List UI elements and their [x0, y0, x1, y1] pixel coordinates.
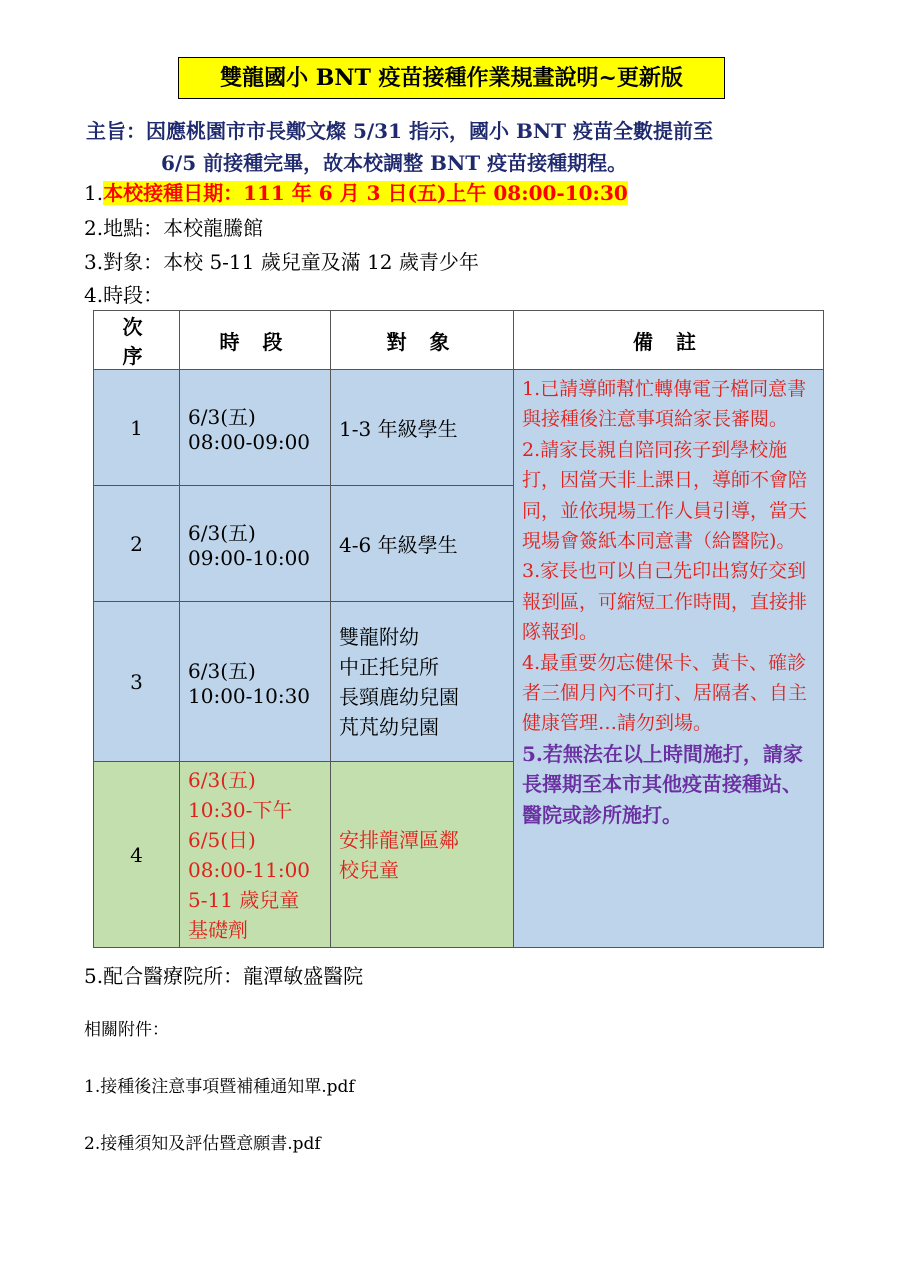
- target-line: 校兒童: [339, 857, 399, 882]
- attachment-link[interactable]: 1.接種後注意事項暨補種通知單.pdf: [84, 1077, 355, 1097]
- row-target: [331, 602, 514, 762]
- row-time: [180, 602, 331, 762]
- item-hospital: 5.配合醫療院所：龍潭敏盛醫院: [84, 964, 364, 988]
- attachment-link[interactable]: 2.接種須知及評估暨意願書.pdf: [84, 1134, 321, 1154]
- row-time: [180, 370, 331, 486]
- row-seq: 4: [94, 762, 180, 948]
- target-line: 雙龍附幼: [339, 624, 419, 649]
- row-target: [331, 762, 514, 948]
- time-line: 6/5(日): [188, 827, 256, 852]
- target-line: 芃芃幼兒園: [339, 714, 439, 739]
- subject: [86, 115, 846, 179]
- item-date-text: 本校接種日期：111 年 6 月 3 日(五)上午 08:00-10:30: [103, 181, 628, 205]
- item-date-prefix: 1.: [84, 181, 104, 205]
- row-time: [180, 486, 331, 602]
- note-item: 3.家長也可以自己先印出寫好交到報到區，可縮短工作時間，直接排隊報到。: [522, 560, 808, 644]
- row-seq: 1: [94, 370, 180, 486]
- time-line: 6/3(五): [188, 405, 256, 429]
- note-item: 4.最重要勿忘健保卡、黃卡、確診者三個月內不可打、居隔者、自主健康管理…請勿到場。: [522, 651, 808, 735]
- item-date: [84, 179, 628, 207]
- subject-line-1: 主旨：因應桃園市市長鄭文燦 5/31 指示，國小 BNT 疫苗全數提前至: [86, 119, 713, 143]
- time-line: 5-11 歲兒童: [188, 887, 300, 912]
- page-title: 雙龍國小 BNT 疫苗接種作業規畫說明~更新版: [178, 57, 725, 99]
- schedule-table: [93, 310, 824, 948]
- item-location: 2.地點：本校龍騰館: [84, 216, 264, 240]
- item-period: 4.時段：: [84, 283, 164, 307]
- target-line: 4-6 年級學生: [339, 533, 458, 557]
- note-item: 2.請家長親自陪同孩子到學校施打，因當天非上課日，導師不會陪同，並依現場工作人員引導，當天現場會簽紙本同意書（給醫院)。: [522, 438, 808, 553]
- target-line: 安排龍潭區鄰: [339, 827, 459, 852]
- item-target: 3.對象：本校 5-11 歲兒童及滿 12 歲青少年: [84, 250, 479, 274]
- header-time: 時 段: [180, 311, 331, 370]
- target-line: 1-3 年級學生: [339, 417, 458, 441]
- subject-line-2: 6/5 前接種完畢，故本校調整 BNT 疫苗接種期程。: [161, 151, 628, 175]
- header-target: 對 象: [331, 311, 514, 370]
- time-line: 10:00-10:30: [188, 684, 311, 708]
- time-line: 09:00-10:00: [188, 546, 311, 570]
- notes-cell: [514, 370, 824, 948]
- header-seq: 次 序: [94, 311, 180, 370]
- note-item-5: 5.若無法在以上時間施打，請家長擇期至本市其他疫苗接種站、醫院或診所施打。: [522, 741, 803, 827]
- time-line: 基礎劑: [188, 917, 248, 942]
- time-line: 10:30-下午: [188, 797, 293, 822]
- header-notes: 備 註: [514, 311, 824, 370]
- target-line: 中正托兒所: [339, 654, 439, 679]
- note-item: 1.已請導師幫忙轉傳電子檔同意書與接種後注意事項給家長審閱。: [522, 378, 807, 431]
- table-row: [94, 370, 824, 486]
- row-target: [331, 370, 514, 486]
- row-seq: 2: [94, 486, 180, 602]
- row-time: [180, 762, 331, 948]
- table-header-row: [94, 311, 824, 370]
- time-line: 6/3(五): [188, 659, 256, 683]
- attachments-title: 相關附件：: [84, 1020, 169, 1040]
- row-target: [331, 486, 514, 602]
- row-seq: 3: [94, 602, 180, 762]
- target-line: 長頸鹿幼兒園: [339, 684, 459, 709]
- time-line: 6/3(五): [188, 521, 256, 545]
- time-line: 08:00-09:00: [188, 430, 311, 454]
- time-line: 08:00-11:00: [188, 857, 311, 882]
- time-line: 6/3(五): [188, 767, 256, 792]
